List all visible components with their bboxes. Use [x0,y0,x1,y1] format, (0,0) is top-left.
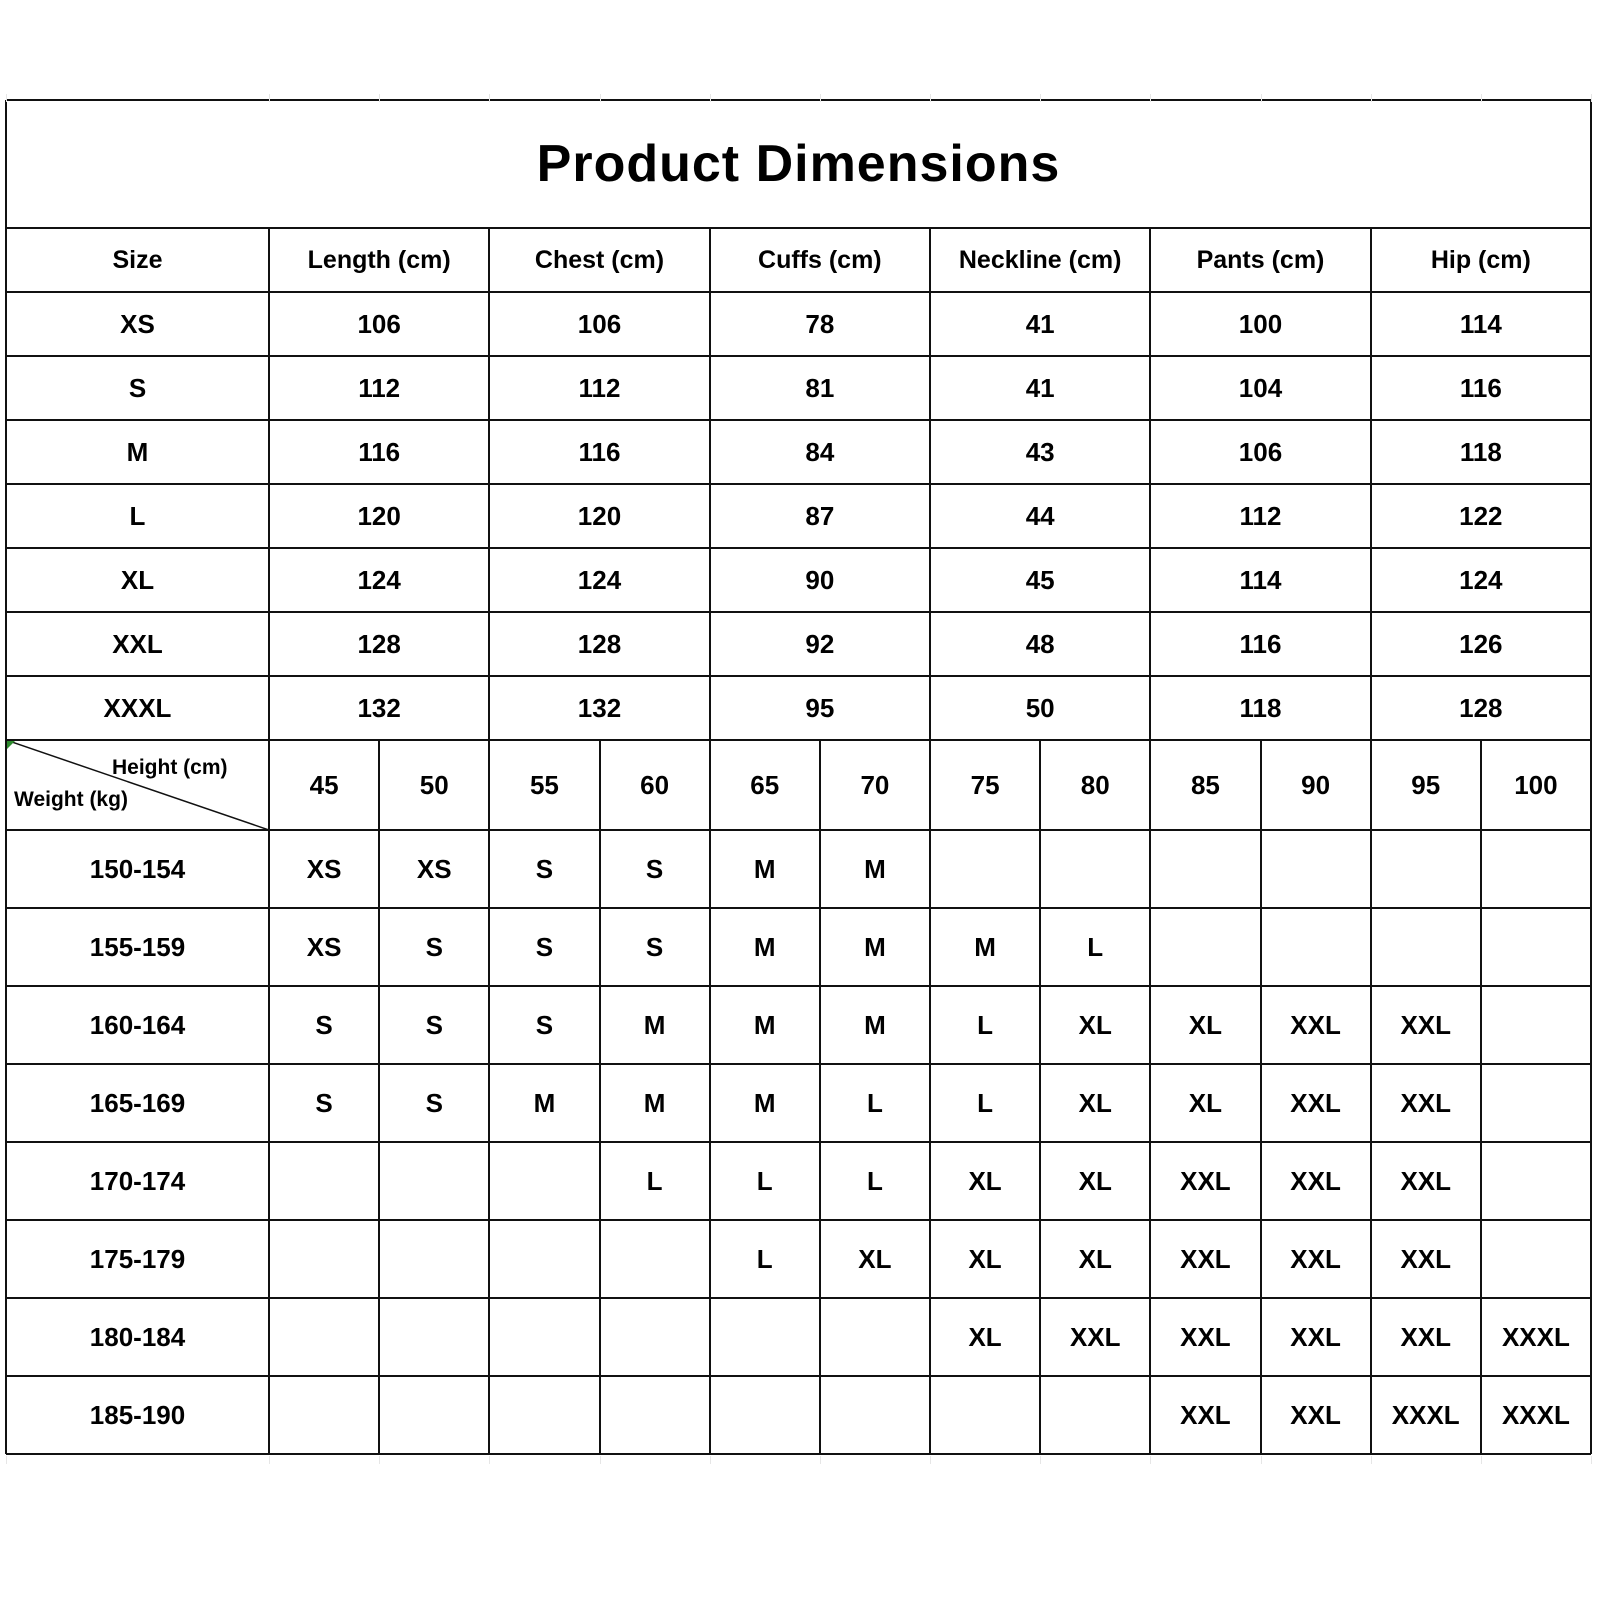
size-cell [820,1376,930,1454]
size-cell [379,1220,489,1298]
height-column-header: 45 [309,769,339,800]
sheet-tick [600,94,601,102]
size-cell: L [866,1165,883,1196]
size-cell: S [535,931,554,962]
size-cell [600,1298,710,1376]
sheet-tick [489,94,490,102]
table-cell: 48 [1025,628,1055,659]
grid-line [6,1141,1591,1143]
height-column-header: 50 [419,769,449,800]
size-cell: XXL [1400,1243,1452,1274]
sheet-tick [379,1456,380,1464]
size-cell [1481,908,1591,986]
column-header: Cuffs (cm) [758,245,882,274]
size-cell: XXL [1180,1165,1231,1196]
grid-line [6,547,1591,549]
size-cell: XXXL [1501,1321,1570,1352]
size-cell: M [643,1087,666,1118]
size-cell [1371,830,1481,908]
height-column-header: 90 [1301,769,1331,800]
size-cell: L [756,1243,773,1274]
size-cell: S [315,1087,333,1118]
size-cell [600,1220,710,1298]
grid-line [488,228,490,1454]
grid-line [1260,740,1262,1454]
size-cell [1040,830,1150,908]
size-cell: XXL [1290,1321,1341,1352]
size-cell: S [425,1087,443,1118]
table-cell: 128 [1459,692,1503,723]
size-cell [1150,830,1260,908]
size-cell: XXL [1400,1321,1452,1352]
size-cell [1481,830,1591,908]
grid-line [6,985,1591,987]
size-cell: XXL [1290,1165,1341,1196]
size-cell [1481,1142,1591,1220]
grid-line [268,228,270,1454]
size-cell: L [977,1009,994,1040]
size-cell: M [753,931,776,962]
grid-line [6,611,1591,613]
sheet-tick [489,1456,490,1464]
sheet-tick [269,1456,270,1464]
weight-row-label: 160-164 [89,1009,186,1040]
sheet-tick [930,94,931,102]
sheet-tick [6,94,7,102]
size-cell: XS [306,931,342,962]
size-cell: XL [1078,1243,1112,1274]
size-cell [489,1220,599,1298]
sheet-tick [1371,1456,1372,1464]
table-cell: 124 [357,564,401,595]
grid-line [6,675,1591,677]
weight-row-label: 150-154 [89,853,186,884]
size-label: XXXL [103,692,172,723]
size-cell: XXXL [1391,1399,1460,1430]
table-cell: 84 [805,436,835,467]
height-column-header: 80 [1080,769,1110,800]
size-cell [710,1298,820,1376]
table-cell: 122 [1459,500,1503,531]
height-column-header: 60 [640,769,670,800]
size-label: S [128,372,147,403]
table-cell: 87 [805,500,835,531]
size-cell [1481,1064,1591,1142]
size-cell [1481,1220,1591,1298]
height-column-header: 55 [529,769,559,800]
size-cell: XXL [1290,1399,1341,1430]
table-cell: 104 [1238,372,1283,403]
sheet-tick [1150,1456,1151,1464]
table-cell: 118 [1239,692,1282,723]
column-header: Chest (cm) [534,245,665,274]
sheet-tick [710,1456,711,1464]
size-label: XL [120,564,155,595]
size-cell: XS [416,853,452,884]
grid-line [1039,740,1041,1454]
sheet-tick [930,1456,931,1464]
size-cell: M [753,1009,776,1040]
size-cell [600,1376,710,1454]
size-cell: XXL [1180,1399,1231,1430]
column-header: Neckline (cm) [958,245,1122,274]
size-cell: L [866,1087,883,1118]
size-cell [269,1142,379,1220]
column-header: Pants (cm) [1196,245,1325,274]
size-cell: XXL [1400,1009,1452,1040]
size-cell [489,1376,599,1454]
table-cell: 41 [1025,372,1055,403]
size-cell: XL [968,1243,1002,1274]
corner-diagonal [6,740,269,830]
size-cell [489,1142,599,1220]
table-cell: 95 [805,692,835,723]
grid-line [6,227,1591,229]
sheet-tick [710,94,711,102]
size-cell: XXL [1400,1165,1452,1196]
size-cell [1040,1376,1150,1454]
grid-line [599,740,601,1454]
grid-line [1480,740,1482,1454]
size-chart-sheet [6,100,1591,1455]
height-column-header: 95 [1411,769,1441,800]
table-cell: 116 [578,436,621,467]
size-cell: XXL [1069,1321,1121,1352]
table-cell: 120 [357,500,401,531]
table-cell: 50 [1025,692,1055,723]
size-cell [710,1376,820,1454]
corner-marker [6,740,16,750]
grid-line [709,228,711,1454]
weight-row-label: 175-179 [89,1243,186,1274]
table-cell: 44 [1025,500,1055,531]
weight-row-label: 180-184 [89,1321,186,1352]
table-cell: 92 [805,628,835,659]
size-cell: M [864,1009,886,1040]
table-cell: 116 [1239,628,1282,659]
size-cell: XXL [1290,1087,1341,1118]
size-cell [379,1298,489,1376]
size-cell: M [533,1087,556,1118]
column-header: Length (cm) [307,245,451,274]
grid-line [6,1375,1591,1377]
sheet-tick [6,1456,7,1464]
grid-line [6,1453,1591,1455]
grid-line [6,829,1591,831]
table-cell: 45 [1025,564,1055,595]
weight-row-label: 155-159 [89,931,186,962]
sheet-tick [1591,1456,1592,1464]
grid-line [378,740,380,1454]
sheet-tick [269,94,270,102]
size-cell: S [425,931,443,962]
table-cell: 106 [577,308,622,339]
table-cell: 124 [1459,564,1503,595]
size-cell: L [1087,931,1104,962]
size-cell: L [646,1165,663,1196]
page-title: Product Dimensions [536,135,1061,193]
size-cell: S [645,931,664,962]
size-cell [379,1142,489,1220]
grid-line [6,419,1591,421]
size-cell: XL [968,1321,1002,1352]
column-header-size: Size [112,245,163,274]
size-cell: M [753,1087,776,1118]
size-cell: M [753,853,776,884]
table-cell: 116 [1459,372,1502,403]
sheet-tick [379,94,380,102]
table-cell: 126 [1459,628,1503,659]
sheet-tick [600,1456,601,1464]
height-column-header: 65 [750,769,780,800]
size-cell [489,1298,599,1376]
grid-line [6,907,1591,909]
table-cell: 116 [358,436,401,467]
grid-line [5,100,7,1454]
size-cell [1261,908,1371,986]
sheet-tick [1261,94,1262,102]
size-label: XXL [112,628,163,659]
grid-line [1149,228,1151,1454]
size-cell: S [645,853,664,884]
size-cell: XL [1078,1009,1112,1040]
size-cell: M [864,853,886,884]
table-cell: 114 [1239,564,1282,595]
grid-line [6,355,1591,357]
size-cell [269,1298,379,1376]
size-cell: XXL [1400,1087,1452,1118]
size-cell: S [535,853,554,884]
size-cell [269,1376,379,1454]
table-cell: 128 [577,628,622,659]
table-cell: 78 [805,308,835,339]
height-column-header: 85 [1190,769,1220,800]
table-cell: 132 [577,692,622,723]
weight-row-label: 165-169 [89,1087,186,1118]
size-label: L [129,500,146,531]
size-cell: XL [968,1165,1002,1196]
weight-row-label: 170-174 [89,1165,186,1196]
grid-line [819,740,821,1454]
size-label: M [126,436,149,467]
sheet-tick [820,94,821,102]
table-cell: 124 [577,564,622,595]
grid-line [1590,100,1592,1454]
table-cell: 118 [1459,436,1502,467]
corner-height-label: Height (cm) [112,756,228,779]
size-cell [930,830,1040,908]
grid-line [6,1297,1591,1299]
grid-line [6,99,1591,101]
sheet-tick [1481,1456,1482,1464]
size-cell [820,1298,930,1376]
size-cell: XXXL [1501,1399,1570,1430]
grid-line [1370,228,1372,1454]
size-cell: XL [858,1243,892,1274]
table-cell: 128 [357,628,401,659]
sheet-tick [1261,1456,1262,1464]
size-cell [1371,908,1481,986]
size-cell: S [315,1009,333,1040]
size-cell: L [756,1165,773,1196]
height-column-header: 75 [970,769,1000,800]
size-cell: M [643,1009,666,1040]
table-cell: 90 [805,564,835,595]
size-cell [1481,986,1591,1064]
size-cell: XXL [1180,1243,1231,1274]
grid-line [6,1219,1591,1221]
sheet-tick [1040,94,1041,102]
size-cell [930,1376,1040,1454]
size-cell: S [535,1009,554,1040]
size-cell [379,1376,489,1454]
sheet-tick [1040,1456,1041,1464]
size-cell: S [425,1009,443,1040]
corner-weight-label: Weight (kg) [14,788,128,811]
height-column-header: 70 [860,769,890,800]
grid-line [6,291,1591,293]
grid-line [6,483,1591,485]
size-cell: M [864,931,886,962]
table-cell: 43 [1025,436,1055,467]
table-cell: 112 [578,372,621,403]
table-cell: 114 [1459,308,1502,339]
table-cell: 112 [1239,500,1282,531]
size-cell [269,1220,379,1298]
grid-line [929,228,931,1454]
size-cell [1150,908,1260,986]
table-cell: 81 [805,372,835,403]
weight-row-label: 185-190 [89,1399,186,1430]
size-cell: XXL [1290,1243,1341,1274]
size-cell: XL [1188,1087,1223,1118]
table-cell: 120 [577,500,622,531]
height-column-header: 100 [1514,769,1558,800]
table-cell: 106 [1238,436,1283,467]
size-cell: XL [1188,1009,1223,1040]
size-label: XS [120,308,155,339]
table-cell: 132 [357,692,401,723]
column-header: Hip (cm) [1430,245,1531,274]
size-cell: XS [306,853,342,884]
size-cell: XL [1078,1165,1112,1196]
sheet-tick [1591,94,1592,102]
sheet-tick [1371,94,1372,102]
table-cell: 100 [1238,308,1283,339]
size-cell: XXL [1180,1321,1231,1352]
table-cell: 41 [1025,308,1055,339]
sheet-tick [1150,94,1151,102]
grid-line [6,739,1591,741]
size-cell [1261,830,1371,908]
table-cell: 112 [358,372,401,403]
sheet-tick [1481,94,1482,102]
sheet-tick [820,1456,821,1464]
size-cell: M [974,931,996,962]
table-cell: 106 [357,308,401,339]
size-cell: XL [1078,1087,1112,1118]
grid-line [6,1063,1591,1065]
size-cell: L [977,1087,994,1118]
size-cell: XXL [1290,1009,1341,1040]
